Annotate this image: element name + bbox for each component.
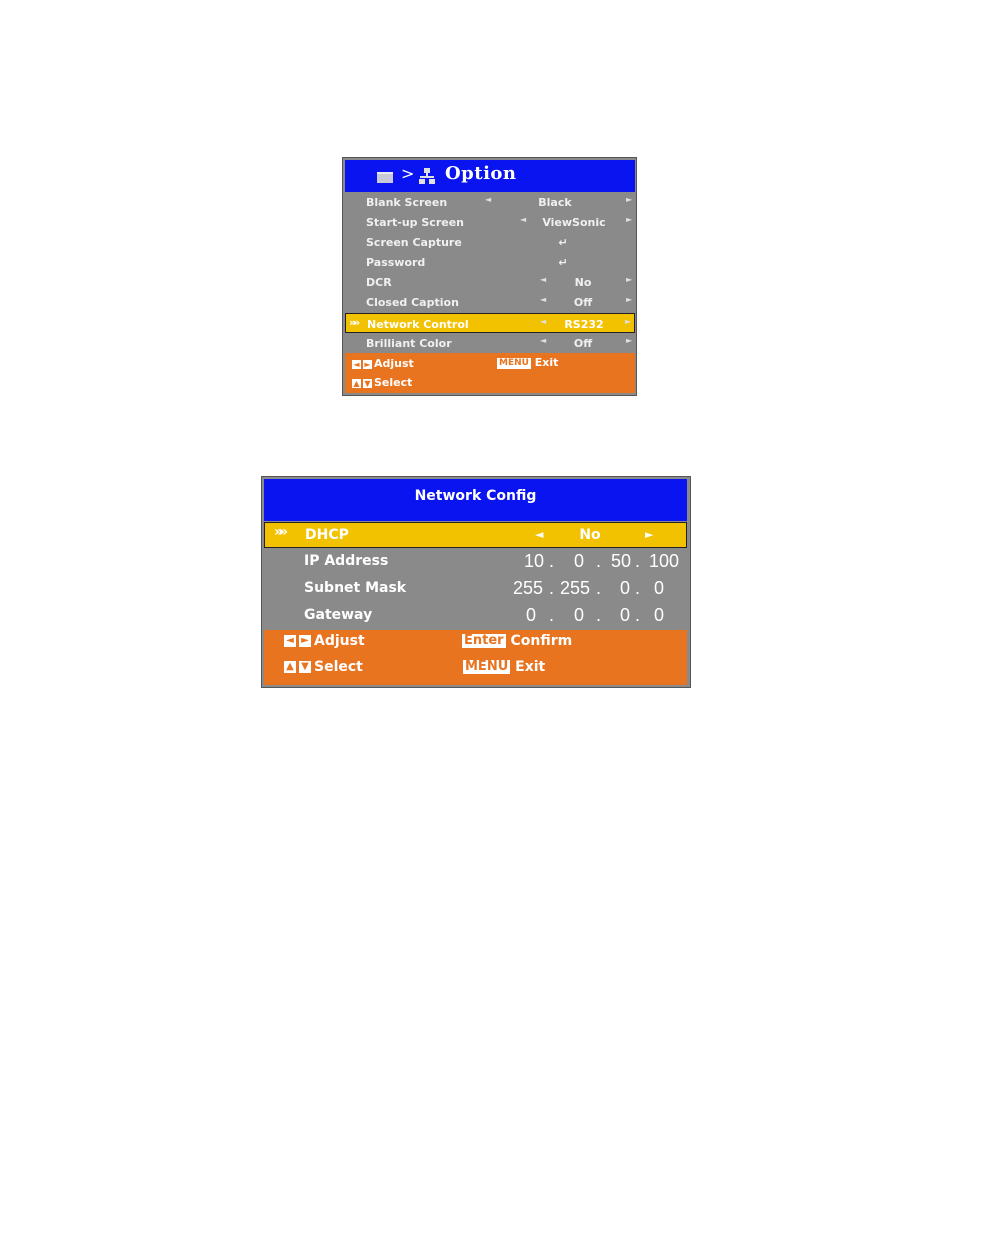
octet-dot: .	[549, 551, 555, 571]
menu-item-value: No	[574, 276, 592, 289]
arrow-left-icon[interactable]: ◄	[540, 275, 547, 284]
menu-item-value: Off	[573, 337, 593, 350]
ip-octet[interactable]: 50	[611, 551, 632, 571]
menu-item-ip-address[interactable]	[264, 549, 687, 575]
menu-item-label: Blank Screen	[366, 196, 448, 209]
octet-dot: .	[596, 551, 602, 571]
ip-octet[interactable]: 10	[524, 551, 545, 571]
subnet-octet[interactable]: 255	[560, 578, 591, 598]
ip-octet[interactable]: 0	[574, 551, 585, 571]
ip-octet[interactable]: 100	[649, 551, 680, 571]
menu-item-label: Gateway	[304, 607, 373, 623]
menu-item-label: Password	[366, 256, 426, 269]
menu-item-brilliant-color[interactable]	[345, 333, 635, 353]
right-key-icon: ►	[364, 359, 371, 369]
menu-item-dcr[interactable]	[345, 272, 635, 292]
menu-item-label: Screen Capture	[366, 236, 462, 249]
option-title-bar	[345, 160, 635, 192]
menu-item-password[interactable]	[345, 252, 635, 272]
gateway-octet[interactable]: 0	[574, 605, 585, 625]
confirm-hint	[462, 633, 572, 649]
menu-key-icon: MENU	[499, 357, 529, 368]
menu-item-label: IP Address	[304, 553, 389, 569]
enter-icon: ↵	[558, 236, 568, 249]
menu-item-label: DHCP	[305, 527, 349, 543]
adjust-label: Adjust	[314, 633, 365, 649]
menu-item-label: Network Control	[367, 318, 469, 331]
arrow-left-icon[interactable]: ◄	[535, 528, 544, 541]
menu-item-value: No	[579, 527, 601, 543]
left-key-icon: ◄	[353, 359, 360, 369]
exit-label: Exit	[534, 356, 559, 369]
menu-item-label: Brilliant Color	[366, 337, 452, 350]
selection-chevron-icon: »»	[274, 524, 285, 540]
network-config-footer	[264, 630, 687, 685]
up-key-icon: ▲	[284, 661, 296, 673]
select-label: Select	[374, 376, 413, 389]
enter-icon: ↵	[558, 256, 568, 269]
menu-item-closed-caption[interactable]	[345, 292, 635, 312]
subnet-octet[interactable]: 255	[513, 578, 544, 598]
menu-item-label: Subnet Mask	[304, 580, 407, 596]
menu-item-startup-screen[interactable]	[345, 212, 635, 232]
menu-item-value: Black	[538, 196, 572, 209]
menu-item-subnet-mask[interactable]	[264, 576, 687, 602]
page-title: Option	[445, 163, 517, 184]
up-key-icon: ▲	[353, 378, 360, 388]
octet-dot: .	[596, 605, 602, 625]
breadcrumb-separator: >	[401, 164, 415, 183]
down-key-icon: ▼	[299, 661, 311, 673]
octet-dot: .	[635, 578, 641, 598]
select-hint	[284, 659, 363, 675]
enter-key-icon: Enter	[464, 633, 504, 648]
menu-item-value: RS232	[564, 318, 604, 331]
subnet-octet[interactable]: 0	[620, 578, 631, 598]
adjust-hint	[284, 633, 365, 649]
arrow-left-icon[interactable]: ◄	[520, 215, 527, 224]
folder-icon	[377, 172, 393, 183]
arrow-right-icon[interactable]: ►	[626, 295, 633, 304]
arrow-right-icon[interactable]: ►	[626, 195, 633, 204]
selection-chevron-icon: »»	[349, 316, 358, 329]
menu-key-icon: MENU	[465, 659, 509, 674]
network-icon	[419, 168, 435, 184]
select-hint	[352, 376, 412, 389]
network-config-title-bar	[264, 479, 687, 521]
page-title: Network Config	[414, 488, 537, 504]
menu-item-label: Start-up Screen	[366, 216, 465, 229]
arrow-left-icon[interactable]: ◄	[540, 295, 547, 304]
menu-item-gateway[interactable]	[264, 603, 687, 629]
menu-item-value: ViewSonic	[542, 216, 606, 229]
arrow-left-icon[interactable]: ◄	[540, 317, 547, 326]
adjust-hint	[352, 357, 414, 370]
left-key-icon: ◄	[284, 635, 296, 647]
menu-item-network-control[interactable]	[345, 313, 635, 333]
menu-item-screen-capture[interactable]	[345, 232, 635, 252]
menu-item-label: Closed Caption	[366, 296, 459, 309]
subnet-octet[interactable]: 0	[654, 578, 665, 598]
gateway-octet[interactable]: 0	[620, 605, 631, 625]
octet-dot: .	[549, 578, 555, 598]
arrow-right-icon[interactable]: ►	[626, 215, 633, 224]
octet-dot: .	[596, 578, 602, 598]
select-label: Select	[314, 659, 363, 675]
menu-item-value: Off	[573, 296, 593, 309]
confirm-label: Confirm	[510, 633, 573, 649]
adjust-label: Adjust	[374, 357, 414, 370]
arrow-left-icon[interactable]: ◄	[485, 195, 492, 204]
menu-item-blank-screen[interactable]	[345, 192, 635, 212]
gateway-octet[interactable]: 0	[654, 605, 665, 625]
octet-dot: .	[635, 551, 641, 571]
arrow-left-icon[interactable]: ◄	[540, 336, 547, 345]
down-key-icon: ▼	[364, 378, 371, 388]
arrow-right-icon[interactable]: ►	[626, 336, 633, 345]
arrow-right-icon[interactable]: ►	[625, 317, 632, 326]
octet-dot: .	[635, 605, 641, 625]
option-footer	[345, 353, 635, 393]
menu-item-label: DCR	[366, 276, 392, 289]
octet-dot: .	[549, 605, 555, 625]
arrow-right-icon[interactable]: ►	[645, 528, 654, 541]
network-config-menu	[261, 476, 691, 688]
exit-hint	[463, 659, 545, 675]
gateway-octet[interactable]: 0	[526, 605, 537, 625]
option-menu	[342, 157, 637, 396]
menu-item-dhcp[interactable]	[264, 522, 687, 548]
exit-hint	[497, 356, 558, 369]
right-key-icon: ►	[299, 635, 311, 647]
arrow-right-icon[interactable]: ►	[626, 275, 633, 284]
exit-label: Exit	[515, 659, 546, 675]
